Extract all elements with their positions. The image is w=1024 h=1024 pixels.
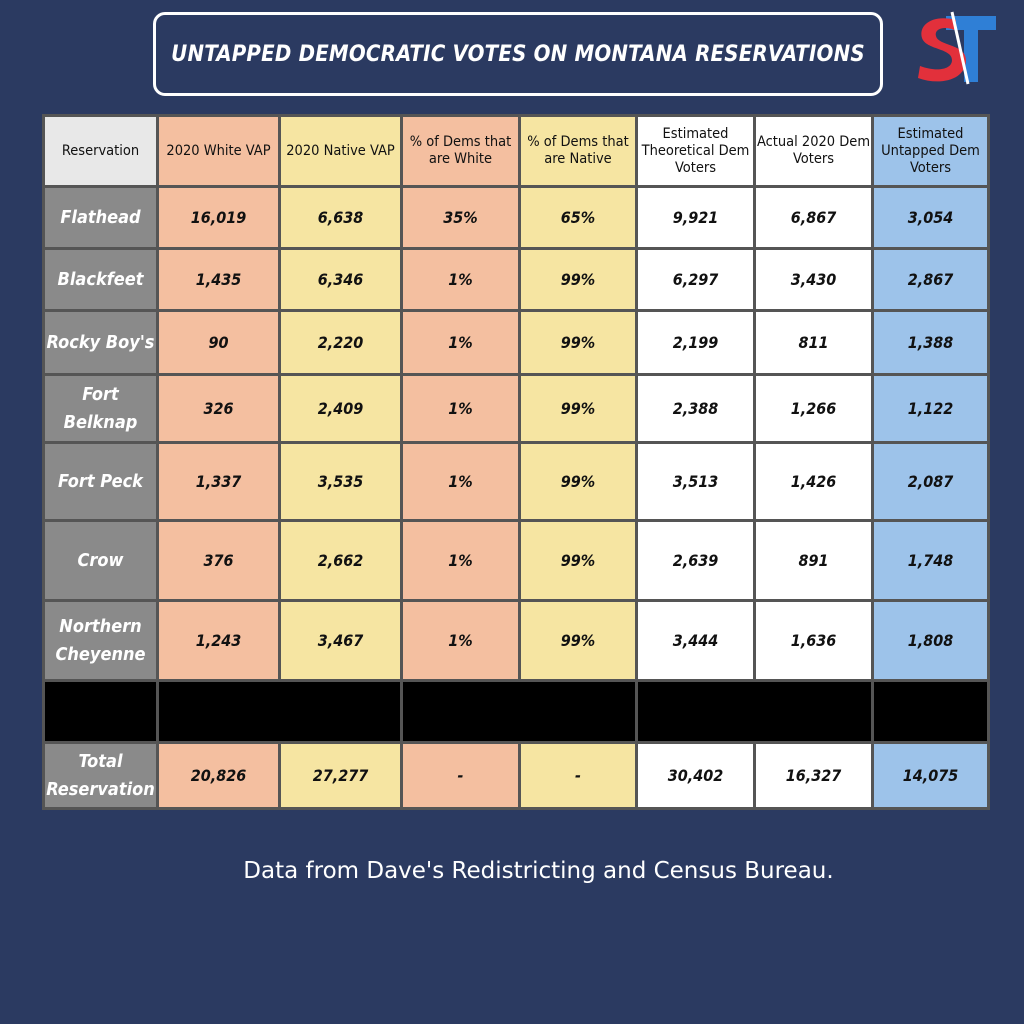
table-cell: 3,467	[280, 601, 402, 681]
table-cell: 1%	[402, 311, 520, 375]
table-cell: 1,748	[873, 521, 989, 601]
table-row	[44, 187, 989, 249]
table-cell: 1,388	[873, 311, 989, 375]
table-row	[44, 311, 989, 375]
table-cell: 9,921	[637, 187, 755, 249]
data-table	[42, 114, 990, 810]
table-cell: 2,639	[637, 521, 755, 601]
table-cell: 1,435	[158, 249, 280, 311]
table-cell: 99%	[520, 249, 637, 311]
table-cell: 3,535	[280, 443, 402, 521]
table-cell: 65%	[520, 187, 637, 249]
table-cell: 1,426	[755, 443, 873, 521]
separator-cell	[402, 681, 637, 743]
page-title: UNTAPPED DEMOCRATIC VOTES ON MONTANA RESERVATIONS	[171, 41, 865, 67]
total-cell: 16,327	[755, 743, 873, 809]
header-row	[44, 116, 989, 187]
st-logo-icon	[912, 10, 996, 86]
column-header: 2020 White VAP	[158, 116, 280, 187]
table-cell: 2,199	[637, 311, 755, 375]
table-cell: 1,243	[158, 601, 280, 681]
table-cell: 1%	[402, 443, 520, 521]
reservation-name: Fort Belknap	[44, 375, 158, 443]
table-row	[44, 249, 989, 311]
separator-cell	[873, 681, 989, 743]
table-cell: 2,409	[280, 375, 402, 443]
table-cell: 2,867	[873, 249, 989, 311]
column-header: Estimated Untapped Dem Voters	[873, 116, 989, 187]
separator-cell	[158, 681, 402, 743]
total-cell: 30,402	[637, 743, 755, 809]
reservation-name: Fort Peck	[44, 443, 158, 521]
table-cell: 811	[755, 311, 873, 375]
column-header: Estimated Theoretical Dem Voters	[637, 116, 755, 187]
reservation-name: Flathead	[44, 187, 158, 249]
reservation-name: Blackfeet	[44, 249, 158, 311]
table-cell: 6,297	[637, 249, 755, 311]
column-header: % of Dems that are Native	[520, 116, 637, 187]
table-cell: 99%	[520, 443, 637, 521]
table-cell: 6,867	[755, 187, 873, 249]
table-cell: 326	[158, 375, 280, 443]
table-cell: 3,430	[755, 249, 873, 311]
separator-cell	[637, 681, 873, 743]
table-cell: 1%	[402, 601, 520, 681]
total-cell: 14,075	[873, 743, 989, 809]
table-cell: 376	[158, 521, 280, 601]
table-cell: 6,346	[280, 249, 402, 311]
table-cell: 2,662	[280, 521, 402, 601]
table-cell: 99%	[520, 311, 637, 375]
table-cell: 2,388	[637, 375, 755, 443]
table-cell: 891	[755, 521, 873, 601]
reservation-name: Northern Cheyenne	[44, 601, 158, 681]
total-cell: -	[520, 743, 637, 809]
title-box	[153, 12, 883, 96]
table-row	[44, 521, 989, 601]
total-cell: 27,277	[280, 743, 402, 809]
table-cell: 2,220	[280, 311, 402, 375]
total-cell: -	[402, 743, 520, 809]
table-cell: 2,087	[873, 443, 989, 521]
table-cell: 99%	[520, 375, 637, 443]
column-header: Reservation	[44, 116, 158, 187]
separator-row	[44, 681, 989, 743]
table-row	[44, 375, 989, 443]
column-header: Actual 2020 Dem Voters	[755, 116, 873, 187]
table-cell: 3,513	[637, 443, 755, 521]
table-cell: 3,444	[637, 601, 755, 681]
table-cell: 1,337	[158, 443, 280, 521]
table-cell: 1,266	[755, 375, 873, 443]
table-row	[44, 601, 989, 681]
table-cell: 35%	[402, 187, 520, 249]
table-cell: 1,636	[755, 601, 873, 681]
table-cell: 99%	[520, 521, 637, 601]
table-cell: 1%	[402, 521, 520, 601]
total-label: Total Reservation	[44, 743, 158, 809]
table-cell: 1%	[402, 375, 520, 443]
table-cell: 1,808	[873, 601, 989, 681]
separator-cell	[44, 681, 158, 743]
source-footnote: Data from Dave's Redistricting and Census Bureau.	[243, 858, 834, 884]
reservation-name: Rocky Boy's	[44, 311, 158, 375]
table-cell: 16,019	[158, 187, 280, 249]
table-row	[44, 443, 989, 521]
table-cell: 99%	[520, 601, 637, 681]
total-row	[44, 743, 989, 809]
column-header: 2020 Native VAP	[280, 116, 402, 187]
table-cell: 1%	[402, 249, 520, 311]
table-cell: 90	[158, 311, 280, 375]
reservation-name: Crow	[44, 521, 158, 601]
table-cell: 1,122	[873, 375, 989, 443]
column-header: % of Dems that are White	[402, 116, 520, 187]
total-cell: 20,826	[158, 743, 280, 809]
table-cell: 6,638	[280, 187, 402, 249]
table-cell: 3,054	[873, 187, 989, 249]
